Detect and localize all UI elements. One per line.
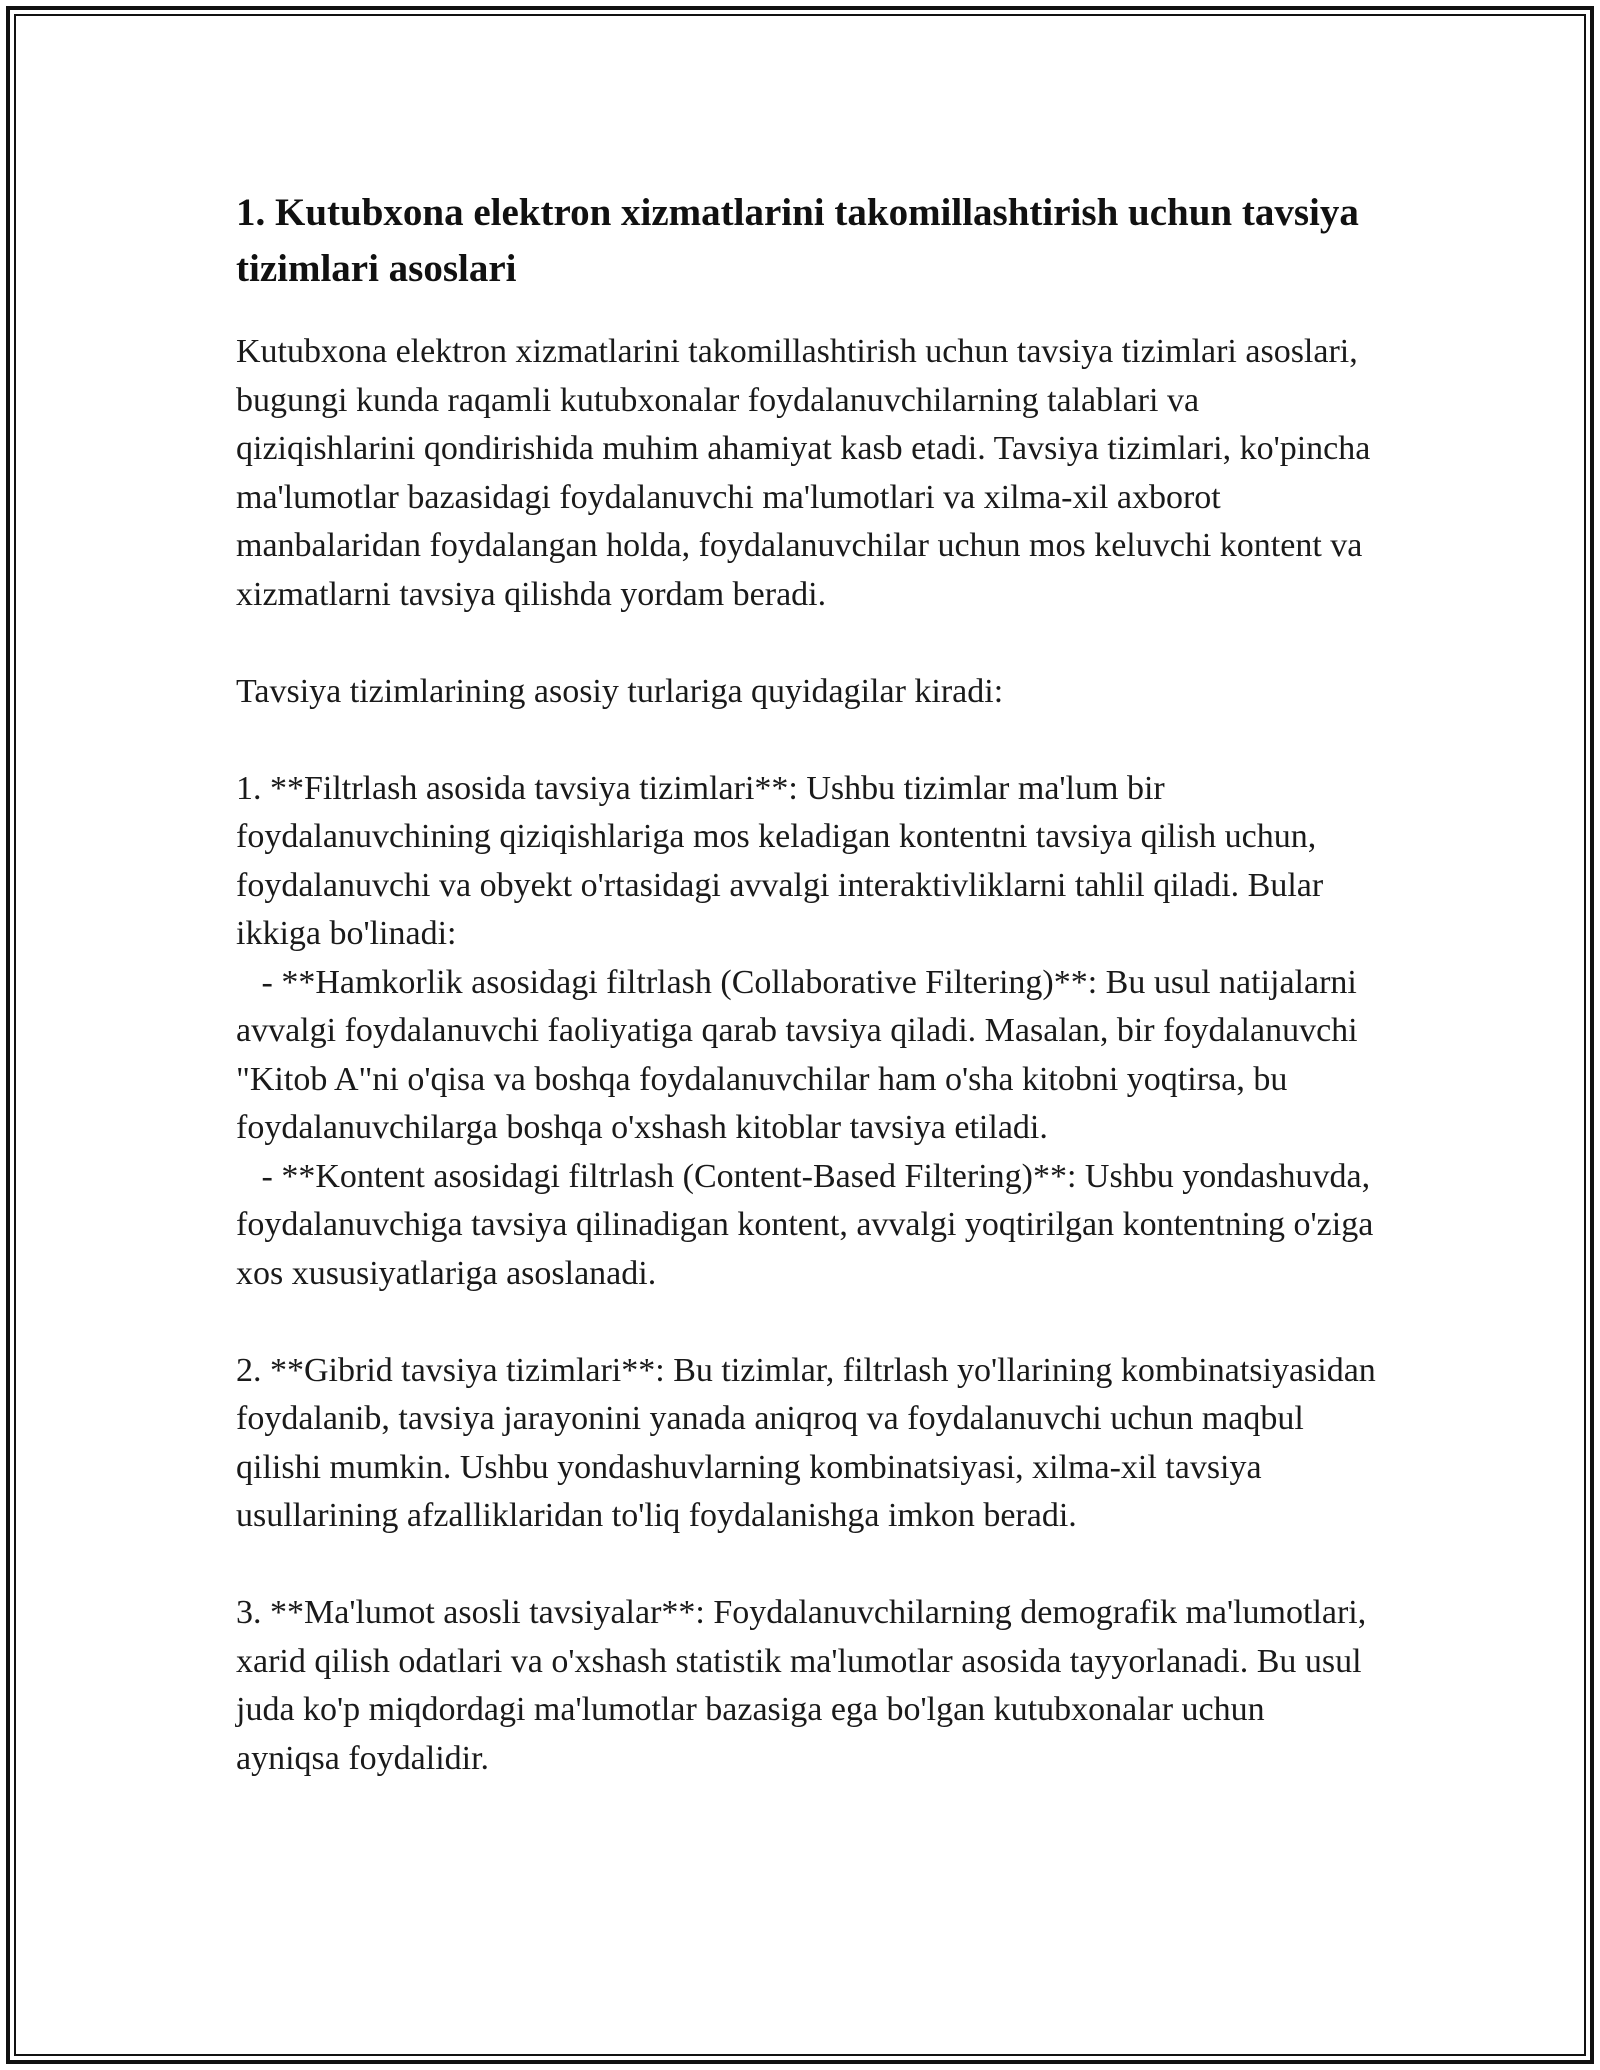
paragraph-spacer bbox=[236, 619, 1376, 668]
types-intro-paragraph: Tavsiya tizimlarining asosiy turlariga quyidagilar kiradi: bbox=[236, 672, 1004, 710]
section-title: 1. Kutubxona elektron xizmatlarini takomillashtirish uchun tavsiya tizimlari asoslari bbox=[236, 191, 1359, 290]
list-item-data-based: 3. **Ma'lumot asosli tavsiyalar**: Foydalanuvchilarning demografik ma'lumotlari, xarid qilish odatlari va o'xshash statistik ma'lumotlar asosida tayyorlanadi. Bu usul juda ko'p miqdordagi ma'lumotlar bazasiga ega bo'lgan kutubxonalar uchun ayniqsa foydalidir. bbox=[236, 1594, 1375, 1777]
paragraph-spacer bbox=[236, 1298, 1376, 1347]
list-item-filtering: 1. **Filtrlash asosida tavsiya tizimlari**: Ushbu tizimlar ma'lum bir foydalanuvchining qiziqishlariga mos keladigan kontentni tavsiya qilish uchun, foydalanuvchi va obyekt o'rtasidagi avvalgi interaktivliklarni tahlil qiladi. Bular ikkiga bo'linadi: bbox=[236, 769, 1332, 952]
sub-item-content-based-filtering: - **Kontent asosidagi filtrlash (Content-Based Filtering)**: Ushbu yondashuvda, foydalanuvchiga tavsiya qilinadigan kontent, avvalgi yoqtirilgan kontentning o'ziga xos xususiyatlariga asoslanadi. bbox=[236, 1157, 1382, 1292]
sub-item-collaborative-filtering: - **Hamkorlik asosidagi filtrlash (Collaborative Filtering)**: Bu usul natijalarni avvalgi foydalanuvchi faoliyatiga qarab tavsiya qiladi. Masalan, bir foydalanuvchi "Kitob A"ni o'qisa va boshqa foydalanuvchilar ham o'sha kitobni yoqtirsa, bu foydalanuvchilarga boshqa o'xshash kitoblar tavsiya etiladi. bbox=[236, 963, 1367, 1146]
paragraph-spacer bbox=[236, 716, 1376, 765]
document-body bbox=[236, 185, 1385, 1783]
paragraph-spacer bbox=[236, 1541, 1376, 1590]
intro-paragraph: Kutubxona elektron xizmatlarini takomillashtirish uchun tavsiya tizimlari asoslari, bugungi kunda raqamli kutubxonalar foydalanuvchilarning talablari va qiziqishlarini qondirishida muhim ahamiyat kasb etadi. Tavsiya tizimlari, ko'pincha ma'lumotlar bazasidagi foydalanuvchi ma'lumotlari va xilma-xil axborot manbalaridan foydalangan holda, foydalanuvchilar uchun mos keluvchi kontent va xizmatlarni tavsiya qilishda yordam beradi. bbox=[236, 333, 1379, 613]
list-item-hybrid: 2. **Gibrid tavsiya tizimlari**: Bu tizimlar, filtrlash yo'llarining kombinatsiyasidan foydalanib, tavsiya jarayonini yanada aniqroq va foydalanuvchi uchun maqbul qilishi mumkin. Ushbu yondashuvlarning kombinatsiyasi, xilma-xil tavsiya usullarining afzalliklaridan to'liq foydalanishga imkon beradi. bbox=[236, 1351, 1385, 1534]
